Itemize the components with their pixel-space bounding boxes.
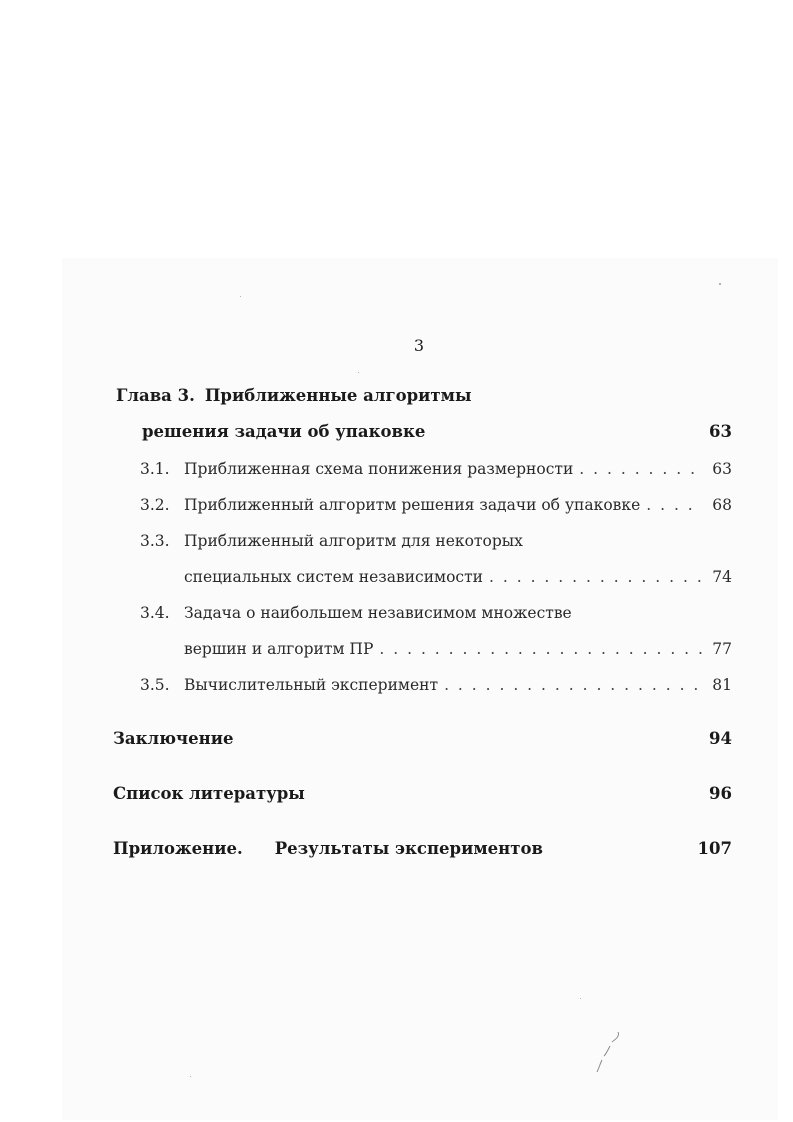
chapter-3-title-line2: решения задачи об упаковке [142, 422, 426, 441]
chapter-3-title-line1: Приближенные алгоритмы [204, 386, 472, 405]
appendix-page: 107 [697, 839, 732, 858]
page-number: 3 [413, 336, 425, 355]
chapter-3-label: Глава 3. [116, 386, 195, 405]
dot-leader [489, 565, 702, 589]
scan-speck [719, 283, 721, 285]
section-number: 3.3. [140, 532, 170, 550]
scan-speck [580, 998, 581, 999]
appendix-title: Результаты экспериментов [274, 839, 543, 858]
toc-entry-appendix [113, 837, 732, 861]
dot-leader [579, 457, 702, 481]
section-title-line2: специальных систем независимости [184, 568, 484, 586]
section-page: 68 [712, 496, 732, 514]
section-number: 3.5. [140, 676, 170, 694]
section-page: 81 [712, 676, 732, 694]
chapter-3-heading [116, 384, 732, 408]
section-title: Вычислительный эксперимент [184, 676, 439, 694]
scan-speck [240, 296, 241, 297]
dot-leader [379, 637, 702, 661]
references-page: 96 [709, 784, 732, 803]
section-title: Приближенный алгоритм решения задачи об упаковке [184, 496, 641, 514]
conclusion-page: 94 [709, 729, 732, 748]
section-title-line2: вершин и алгоритм ПР [184, 640, 374, 658]
section-page: 77 [712, 640, 732, 658]
toc-entry-3-3 [140, 529, 732, 553]
dot-leader [444, 673, 702, 697]
section-page: 63 [712, 460, 732, 478]
section-page: 74 [712, 568, 732, 586]
chapter-3-entry [142, 420, 732, 444]
toc-entry-3-3-cont [184, 565, 732, 589]
toc-entry-3-1 [140, 457, 732, 481]
toc-entry-3-2 [140, 493, 732, 517]
toc-entry-3-4 [140, 601, 732, 625]
toc-entry-conclusion [113, 727, 732, 751]
section-number: 3.4. [140, 604, 170, 622]
dot-leader [646, 493, 702, 517]
section-title-line1: Задача о наибольшем независимом множестве [184, 604, 572, 622]
section-title: Приближенная схема понижения размерности [184, 460, 574, 478]
chapter-3-page: 63 [709, 422, 732, 441]
scan-speck [190, 1076, 191, 1077]
pen-stroke-mark [594, 1030, 624, 1074]
scan-speck [358, 372, 359, 373]
section-number: 3.1. [140, 460, 170, 478]
conclusion-title: Заключение [113, 729, 234, 748]
toc-entry-3-4-cont [184, 637, 732, 661]
section-number: 3.2. [140, 496, 170, 514]
toc-entry-3-5 [140, 673, 732, 697]
section-title-line1: Приближенный алгоритм для некоторых [184, 532, 523, 550]
toc-entry-references [113, 782, 732, 806]
appendix-label: Приложение. [113, 839, 243, 858]
references-title: Список литературы [113, 784, 305, 803]
